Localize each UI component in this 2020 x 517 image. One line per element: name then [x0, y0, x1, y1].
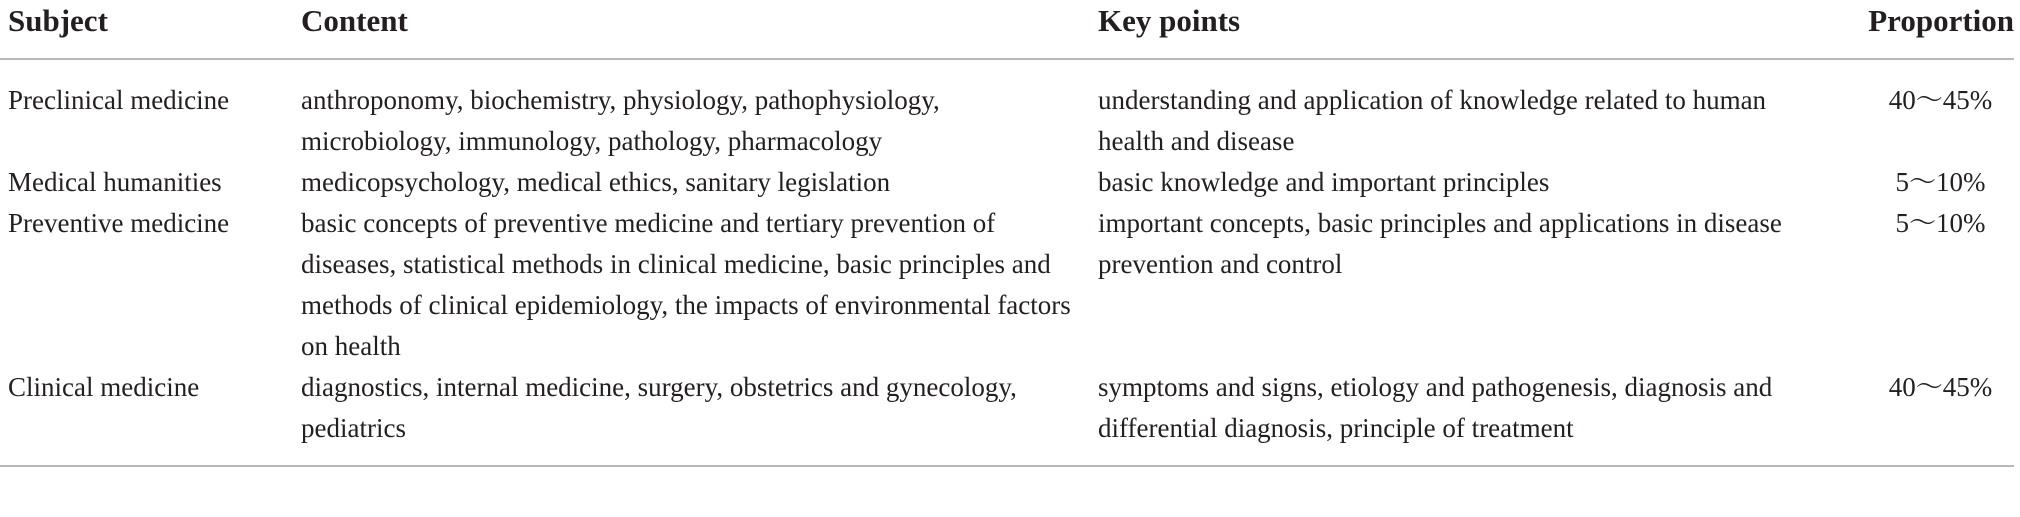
cell-content: anthroponomy, biochemistry, physiology, pathophysiology, microbiology, immunology, pathology, pharmacology: [301, 85, 940, 156]
header-key-points: Key points: [1090, 0, 1835, 59]
header-content: Content: [293, 0, 1090, 59]
table-header: [0, 0, 2014, 59]
cell-key-points: important concepts, basic principles and applications in disease prevention and control: [1098, 208, 1782, 279]
table-row: [0, 59, 2014, 162]
table-row: [0, 367, 2014, 466]
cell-proportion: 40～45%: [1835, 367, 2014, 466]
cell-subject: Preclinical medicine: [8, 85, 230, 115]
header-row: [0, 0, 2014, 59]
cell-content: diagnostics, internal medicine, surgery, obstetrics and gynecology, pediatrics: [293, 367, 1090, 466]
cell-key-points: understanding and application of knowledge related to human health and disease: [1098, 85, 1767, 156]
cell-key-points: basic knowledge and important principles: [1098, 167, 1550, 197]
cell-proportion: 5～10%: [1895, 208, 1986, 238]
cell-subject: Medical humanities: [8, 167, 222, 197]
header-proportion: Proportion: [1835, 0, 2014, 59]
cell-proportion: 5～10%: [1895, 167, 1986, 197]
table-row: [0, 203, 2014, 367]
cell-content: basic concepts of preventive medicine and tertiary prevention of diseases, statistical methods in clinical medicine, basic principles and methods of clinical epidemiology, the impacts of environmental factors on health: [301, 208, 1071, 361]
table-row: [0, 162, 2014, 203]
cell-proportion: 40～45%: [1888, 85, 1993, 115]
table-body: [0, 59, 2014, 466]
header-subject: Subject: [0, 0, 293, 59]
cell-content: medicopsychology, medical ethics, sanitary legislation: [301, 167, 891, 197]
cell-subject: Clinical medicine: [0, 367, 293, 466]
cell-key-points: symptoms and signs, etiology and pathogenesis, diagnosis and differential diagnosis, principle of treatment: [1090, 367, 1835, 466]
cell-subject: Preventive medicine: [8, 208, 230, 238]
